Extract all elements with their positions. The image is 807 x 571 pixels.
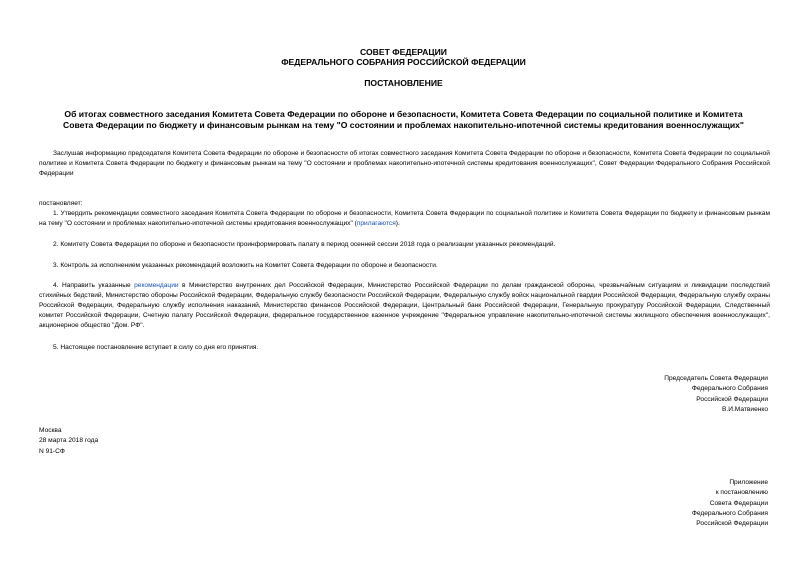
signatory-name: В.И.Матвиенко — [721, 405, 768, 413]
preamble: Заслушав информацию председателя Комитета Совета Федерации по обороне и безопасности об итогах совместного заседания Комитета Совета Федерации по обороне и безопасности, Комитета Совета Федерации по социальной политике и Комитета Совета Федерации по бюджету и финансовым рынкам на тему "О состоянии и проблемах накопительно-ипотечной системы кредитования военнослужащих", Совет Федерации Федерального Собрания Российской Федерации — [39, 150, 770, 177]
appendix-line2: к постановлению — [715, 489, 768, 497]
signature-block — [664, 374, 768, 415]
recommendations-link[interactable]: рекомендации — [134, 282, 179, 289]
resolution-title: Об итогах совместного заседания Комитета Совета Федерации по обороне и безопасности, Комитета Совета Федерации по социальной политике и Комитета Совета Федерации по бюджету и финансовым рынкам на тему "О состоянии и проблемах накопительно-ипотечной системы кредитования военнослужащих" — [63, 109, 744, 130]
signature-position: Председатель Совета Федерации — [664, 375, 768, 382]
signature-line2: Федерального Собрания — [691, 385, 768, 393]
appendix-line5: Российской Федерации — [696, 520, 768, 528]
place-date-block — [39, 426, 98, 457]
appendix-line4: Федерального Собрания — [691, 509, 768, 517]
item-1-text: 1. Утвердить рекомендации совместного заседания Комитета Совета Федерации по обороне и безопасности, Комитета Совета Федерации по социальной политике и Комитета Совета Федерации по бюджету и финансовым рынкам на тему "О состоянии и проблемах накопительно-ипотечной системы кредитования военнослужащих" ( — [39, 210, 770, 227]
header-council: СОВЕТ ФЕДЕРАЦИИ — [360, 47, 447, 57]
date: 28 марта 2018 года — [39, 437, 99, 445]
resolution-number: N 91-СФ — [39, 447, 65, 455]
doc-type: ПОСТАНОВЛЕНИЕ — [364, 78, 443, 88]
appendix-heading: Приложение — [729, 479, 768, 486]
appendix-line3: Совета Федерации — [709, 499, 768, 507]
item-4 — [39, 281, 770, 331]
item-4-pre: 4. Направить указанные — [53, 282, 135, 289]
item-5: 5. Настоящее постановление вступает в силу со дня его принятия. — [53, 344, 259, 351]
appendix-link[interactable]: прилагаются — [356, 220, 396, 227]
item-1 — [39, 209, 770, 229]
signature-line3: Российской Федерации — [696, 395, 768, 403]
item-3: 3. Контроль за исполнением указанных рекомендаций возложить на Комитет Совета Федерации по обороне и безопасности. — [53, 262, 438, 269]
header-assembly: ФЕДЕРАЛЬНОГО СОБРАНИЯ РОССИЙСКОЙ ФЕДЕРАЦИИ — [281, 57, 526, 67]
item-2: 2. Комитету Совета Федерации по обороне и безопасности проинформировать палату в период осенней сессии 2018 года о реализации указанных рекомендаций. — [53, 241, 556, 248]
city: Москва — [39, 427, 62, 434]
resolves-label: постановляет: — [39, 200, 83, 207]
appendix-block — [692, 478, 768, 529]
item-4-text: в Министерство внутренних дел Российской Федерации, Министерство Российской Федерации по делам гражданской обороны, чрезвычайным ситуациям и ликвидации последствий стихийных бедствий, Министерство обороны Российской Федерации, Федеральную службу безопасности Российской Федерации, Федеральную службу войск национальной гвардии Российской Федерации, Федеральную службу охраны Российской Федерации, Федеральную службу исполнения наказаний, Министерство финансов Российской Федерации, Центральный банк Российской Федерации, Генеральную прокуратуру Российской Федерации, Следственный комитет Российской Федерации, Счетную палату Российской Федерации, федеральное государственное казенное учреждение "Федеральное управление накопительно-ипотечной системы жилищного обеспечения военнослужащих", акционерное общество "Дом. РФ". — [39, 282, 770, 329]
item-1-tail: ). — [395, 220, 400, 227]
